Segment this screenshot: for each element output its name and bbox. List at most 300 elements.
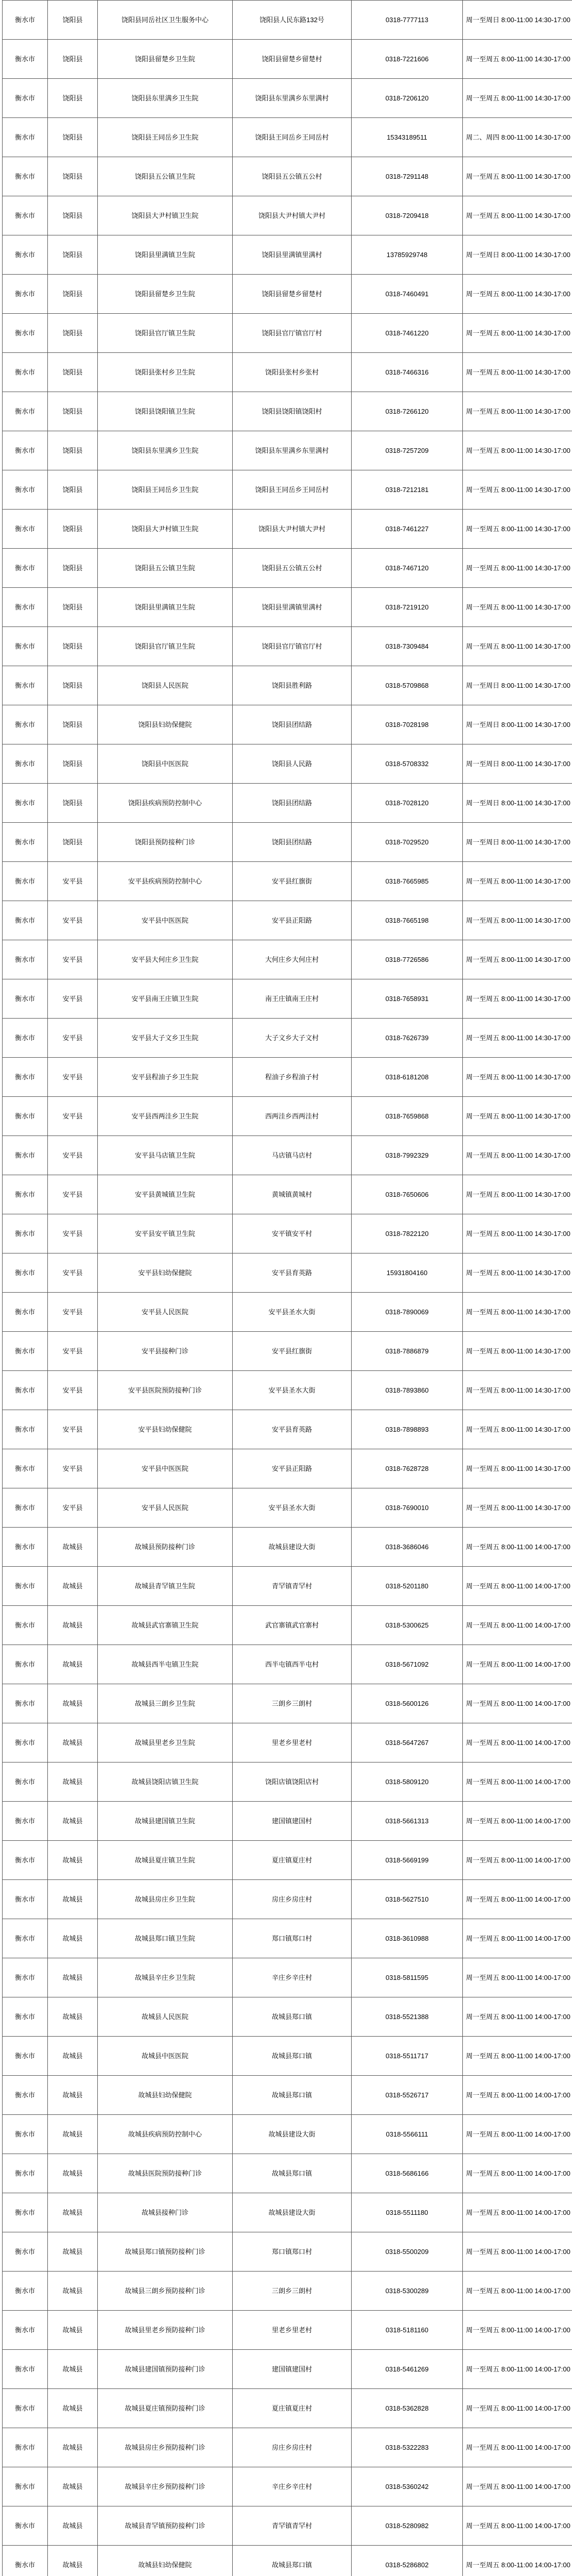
county-cell: 安平县 bbox=[48, 1214, 98, 1253]
table-row bbox=[3, 1606, 572, 1645]
county-cell: 饶阳县 bbox=[48, 627, 98, 666]
phone-cell: 0318-7665198 bbox=[352, 901, 463, 940]
table-row bbox=[3, 1762, 572, 1802]
site-name-cell: 安平县中医医院 bbox=[98, 1449, 233, 1488]
table-row bbox=[3, 1449, 572, 1488]
county-cell: 饶阳县 bbox=[48, 705, 98, 744]
site-name-cell: 安平县医院预防接种门诊 bbox=[98, 1371, 233, 1410]
address-cell: 饶阳县王同岳乡王同岳村 bbox=[233, 118, 352, 157]
table-row bbox=[3, 2546, 572, 2576]
address-cell: 黄城镇黄城村 bbox=[233, 1175, 352, 1214]
hours-cell: 周一至周五 8:00-11:00 14:30-17:00 bbox=[463, 431, 572, 470]
address-cell: 安平县圣水大街 bbox=[233, 1293, 352, 1332]
city-cell: 衡水市 bbox=[3, 1, 48, 40]
phone-cell: 0318-5181160 bbox=[352, 2311, 463, 2350]
hours-cell: 周一至周五 8:00-11:00 14:30-17:00 bbox=[463, 157, 572, 196]
city-cell: 衡水市 bbox=[3, 1919, 48, 1958]
address-cell: 武官寨镇武官寨村 bbox=[233, 1606, 352, 1645]
city-cell: 衡水市 bbox=[3, 2506, 48, 2546]
address-cell: 大何庄乡大何庄村 bbox=[233, 940, 352, 979]
phone-cell: 0318-6181208 bbox=[352, 1058, 463, 1097]
address-cell: 辛庄乡辛庄村 bbox=[233, 2467, 352, 2506]
city-cell: 衡水市 bbox=[3, 1253, 48, 1293]
city-cell: 衡水市 bbox=[3, 157, 48, 196]
table-row bbox=[3, 470, 572, 510]
phone-cell: 0318-5686166 bbox=[352, 2154, 463, 2193]
address-cell: 安平县红旗街 bbox=[233, 862, 352, 901]
address-cell: 饶阳县饶阳镇饶阳村 bbox=[233, 392, 352, 431]
address-cell: 里老乡里老村 bbox=[233, 2311, 352, 2350]
hours-cell: 周一至周日 8:00-11:00 14:30-17:00 bbox=[463, 823, 572, 862]
hours-cell: 周一至周五 8:00-11:00 14:00-17:00 bbox=[463, 2037, 572, 2076]
city-cell: 衡水市 bbox=[3, 588, 48, 627]
table-row bbox=[3, 784, 572, 823]
hours-cell: 周一至周五 8:00-11:00 14:30-17:00 bbox=[463, 940, 572, 979]
table-row bbox=[3, 862, 572, 901]
phone-cell: 0318-5500209 bbox=[352, 2232, 463, 2272]
table-row bbox=[3, 1332, 572, 1371]
address-cell: 饶阳县胜利路 bbox=[233, 666, 352, 705]
phone-cell: 0318-5300625 bbox=[352, 1606, 463, 1645]
hours-cell: 周一至周五 8:00-11:00 14:00-17:00 bbox=[463, 1528, 572, 1567]
site-name-cell: 故城县里老乡预防接种门诊 bbox=[98, 2311, 233, 2350]
city-cell: 衡水市 bbox=[3, 1175, 48, 1214]
table-row bbox=[3, 40, 572, 79]
site-name-cell: 故城县人民医院 bbox=[98, 1997, 233, 2037]
address-cell: 安平县育英路 bbox=[233, 1253, 352, 1293]
table-row bbox=[3, 275, 572, 314]
phone-cell: 0318-5360242 bbox=[352, 2467, 463, 2506]
hours-cell: 周一至周日 8:00-11:00 14:30-17:00 bbox=[463, 235, 572, 275]
address-cell: 安平县育英路 bbox=[233, 1410, 352, 1449]
county-cell: 安平县 bbox=[48, 1449, 98, 1488]
hours-cell: 周一至周五 8:00-11:00 14:00-17:00 bbox=[463, 1723, 572, 1762]
site-name-cell: 故城县里老乡卫生院 bbox=[98, 1723, 233, 1762]
table-row bbox=[3, 1919, 572, 1958]
city-cell: 衡水市 bbox=[3, 431, 48, 470]
site-name-cell: 故城县三朗乡预防接种门诊 bbox=[98, 2272, 233, 2311]
site-name-cell: 安平县程油子乡卫生院 bbox=[98, 1058, 233, 1097]
site-name-cell: 安平县安平镇卫生院 bbox=[98, 1214, 233, 1253]
city-cell: 衡水市 bbox=[3, 2350, 48, 2389]
table-row bbox=[3, 1841, 572, 1880]
city-cell: 衡水市 bbox=[3, 2076, 48, 2115]
site-name-cell: 故城县夏庄镇预防接种门诊 bbox=[98, 2389, 233, 2428]
hours-cell: 周一至周五 8:00-11:00 14:30-17:00 bbox=[463, 1253, 572, 1293]
table-row bbox=[3, 705, 572, 744]
county-cell: 故城县 bbox=[48, 1723, 98, 1762]
site-name-cell: 饶阳县留楚乡卫生院 bbox=[98, 40, 233, 79]
address-cell: 安平县正阳路 bbox=[233, 1449, 352, 1488]
county-cell: 饶阳县 bbox=[48, 744, 98, 784]
address-cell: 饶阳县里满镇里满村 bbox=[233, 235, 352, 275]
phone-cell: 0318-5669199 bbox=[352, 1841, 463, 1880]
phone-cell: 0318-5600126 bbox=[352, 1684, 463, 1723]
hours-cell: 周一至周五 8:00-11:00 14:30-17:00 bbox=[463, 1371, 572, 1410]
phone-cell: 0318-7992329 bbox=[352, 1136, 463, 1175]
city-cell: 衡水市 bbox=[3, 1645, 48, 1684]
address-cell: 青罕镇青罕村 bbox=[233, 2506, 352, 2546]
address-cell: 饶阳店镇饶阳店村 bbox=[233, 1762, 352, 1802]
county-cell: 故城县 bbox=[48, 1880, 98, 1919]
city-cell: 衡水市 bbox=[3, 666, 48, 705]
table-row bbox=[3, 235, 572, 275]
address-cell: 饶阳县官厅镇官厅村 bbox=[233, 314, 352, 353]
city-cell: 衡水市 bbox=[3, 2193, 48, 2232]
county-cell: 安平县 bbox=[48, 1488, 98, 1528]
table-row bbox=[3, 2193, 572, 2232]
phone-cell: 0318-5811595 bbox=[352, 1958, 463, 1997]
city-cell: 衡水市 bbox=[3, 1449, 48, 1488]
county-cell: 饶阳县 bbox=[48, 588, 98, 627]
table-row bbox=[3, 1371, 572, 1410]
city-cell: 衡水市 bbox=[3, 275, 48, 314]
phone-cell: 0318-7690010 bbox=[352, 1488, 463, 1528]
table-row bbox=[3, 1214, 572, 1253]
site-name-cell: 饶阳县王同岳乡卫生院 bbox=[98, 470, 233, 510]
city-cell: 衡水市 bbox=[3, 40, 48, 79]
table-row bbox=[3, 549, 572, 588]
city-cell: 衡水市 bbox=[3, 1097, 48, 1136]
city-cell: 衡水市 bbox=[3, 1880, 48, 1919]
table-row bbox=[3, 2076, 572, 2115]
table-row bbox=[3, 431, 572, 470]
phone-cell: 13785929748 bbox=[352, 235, 463, 275]
table-row bbox=[3, 1410, 572, 1449]
county-cell: 故城县 bbox=[48, 2546, 98, 2576]
site-name-cell: 故城县西半屯镇卫生院 bbox=[98, 1645, 233, 1684]
hours-cell: 周一至周日 8:00-11:00 14:30-17:00 bbox=[463, 784, 572, 823]
hours-cell: 周一至周五 8:00-11:00 14:30-17:00 bbox=[463, 1488, 572, 1528]
table-row bbox=[3, 2037, 572, 2076]
phone-cell: 0318-7628728 bbox=[352, 1449, 463, 1488]
city-cell: 衡水市 bbox=[3, 118, 48, 157]
county-cell: 安平县 bbox=[48, 1097, 98, 1136]
city-cell: 衡水市 bbox=[3, 2428, 48, 2467]
hours-cell: 周一至周五 8:00-11:00 14:30-17:00 bbox=[463, 1136, 572, 1175]
site-name-cell: 故城县青罕镇预防接种门诊 bbox=[98, 2506, 233, 2546]
address-cell: 故城县建设大街 bbox=[233, 1528, 352, 1567]
city-cell: 衡水市 bbox=[3, 1332, 48, 1371]
county-cell: 故城县 bbox=[48, 2467, 98, 2506]
hours-cell: 周一至周五 8:00-11:00 14:30-17:00 bbox=[463, 1293, 572, 1332]
city-cell: 衡水市 bbox=[3, 1802, 48, 1841]
hours-cell: 周一至周五 8:00-11:00 14:30-17:00 bbox=[463, 353, 572, 392]
phone-cell: 0318-5511180 bbox=[352, 2193, 463, 2232]
phone-cell: 0318-5809120 bbox=[352, 1762, 463, 1802]
hours-cell: 周一至周五 8:00-11:00 14:30-17:00 bbox=[463, 862, 572, 901]
table-row bbox=[3, 2389, 572, 2428]
table-row bbox=[3, 1880, 572, 1919]
hours-cell: 周一至周五 8:00-11:00 14:00-17:00 bbox=[463, 1802, 572, 1841]
county-cell: 安平县 bbox=[48, 1332, 98, 1371]
phone-cell: 15931804160 bbox=[352, 1253, 463, 1293]
table-row bbox=[3, 1058, 572, 1097]
county-cell: 故城县 bbox=[48, 1841, 98, 1880]
site-name-cell: 安平县黄城镇卫生院 bbox=[98, 1175, 233, 1214]
phone-cell: 0318-7029520 bbox=[352, 823, 463, 862]
phone-cell: 0318-7822120 bbox=[352, 1214, 463, 1253]
site-name-cell: 饶阳县官厅镇卫生院 bbox=[98, 627, 233, 666]
city-cell: 衡水市 bbox=[3, 1997, 48, 2037]
city-cell: 衡水市 bbox=[3, 705, 48, 744]
table-body bbox=[3, 1, 572, 2576]
county-cell: 故城县 bbox=[48, 2115, 98, 2154]
phone-cell: 0318-7659868 bbox=[352, 1097, 463, 1136]
phone-cell: 0318-7777113 bbox=[352, 1, 463, 40]
phone-cell: 0318-7893860 bbox=[352, 1371, 463, 1410]
city-cell: 衡水市 bbox=[3, 2037, 48, 2076]
address-cell: 南王庄镇南王庄村 bbox=[233, 979, 352, 1019]
hours-cell: 周一至周五 8:00-11:00 14:30-17:00 bbox=[463, 196, 572, 235]
site-name-cell: 故城县辛庄乡卫生院 bbox=[98, 1958, 233, 1997]
address-cell: 饶阳县五公镇五公村 bbox=[233, 549, 352, 588]
city-cell: 衡水市 bbox=[3, 901, 48, 940]
phone-cell: 15343189511 bbox=[352, 118, 463, 157]
site-name-cell: 饶阳县东里满乡卫生院 bbox=[98, 79, 233, 118]
county-cell: 饶阳县 bbox=[48, 470, 98, 510]
table-row bbox=[3, 157, 572, 196]
hours-cell: 周一至周五 8:00-11:00 14:30-17:00 bbox=[463, 79, 572, 118]
county-cell: 安平县 bbox=[48, 1019, 98, 1058]
hours-cell: 周一至周五 8:00-11:00 14:30-17:00 bbox=[463, 40, 572, 79]
address-cell: 郑口镇郑口村 bbox=[233, 1919, 352, 1958]
county-cell: 饶阳县 bbox=[48, 157, 98, 196]
site-name-cell: 饶阳县东里满乡卫生院 bbox=[98, 431, 233, 470]
phone-cell: 0318-5362828 bbox=[352, 2389, 463, 2428]
address-cell: 郑口镇郑口村 bbox=[233, 2232, 352, 2272]
city-cell: 衡水市 bbox=[3, 1723, 48, 1762]
table-row bbox=[3, 196, 572, 235]
phone-cell: 0318-7212181 bbox=[352, 470, 463, 510]
site-name-cell: 故城县武官寨镇卫生院 bbox=[98, 1606, 233, 1645]
hours-cell: 周一至周五 8:00-11:00 14:30-17:00 bbox=[463, 1175, 572, 1214]
site-name-cell: 安平县中医医院 bbox=[98, 901, 233, 940]
city-cell: 衡水市 bbox=[3, 2311, 48, 2350]
hours-cell: 周一至周五 8:00-11:00 14:00-17:00 bbox=[463, 1997, 572, 2037]
address-cell: 故城县郑口镇 bbox=[233, 2037, 352, 2076]
table-row bbox=[3, 2350, 572, 2389]
site-name-cell: 故城县中医医院 bbox=[98, 2037, 233, 2076]
city-cell: 衡水市 bbox=[3, 2467, 48, 2506]
table-row bbox=[3, 940, 572, 979]
hours-cell: 周一至周五 8:00-11:00 14:00-17:00 bbox=[463, 2506, 572, 2546]
city-cell: 衡水市 bbox=[3, 1293, 48, 1332]
county-cell: 饶阳县 bbox=[48, 666, 98, 705]
address-cell: 饶阳县里满镇里满村 bbox=[233, 588, 352, 627]
city-cell: 衡水市 bbox=[3, 1606, 48, 1645]
hours-cell: 周一至周五 8:00-11:00 14:00-17:00 bbox=[463, 1762, 572, 1802]
county-cell: 故城县 bbox=[48, 2272, 98, 2311]
county-cell: 饶阳县 bbox=[48, 1, 98, 40]
address-cell: 故城县郑口镇 bbox=[233, 2154, 352, 2193]
hours-cell: 周一至周五 8:00-11:00 14:00-17:00 bbox=[463, 2115, 572, 2154]
site-name-cell: 故城县医院预防接种门诊 bbox=[98, 2154, 233, 2193]
address-cell: 夏庄镇夏庄村 bbox=[233, 2389, 352, 2428]
address-cell: 安平镇安平村 bbox=[233, 1214, 352, 1253]
site-name-cell: 故城县妇幼保健院 bbox=[98, 2076, 233, 2115]
address-cell: 安平县圣水大街 bbox=[233, 1488, 352, 1528]
phone-cell: 0318-7460491 bbox=[352, 275, 463, 314]
city-cell: 衡水市 bbox=[3, 1762, 48, 1802]
hours-cell: 周一至周五 8:00-11:00 14:30-17:00 bbox=[463, 1332, 572, 1371]
site-name-cell: 安平县大子文乡卫生院 bbox=[98, 1019, 233, 1058]
site-name-cell: 故城县房庄乡卫生院 bbox=[98, 1880, 233, 1919]
site-name-cell: 安平县疾病预防控制中心 bbox=[98, 862, 233, 901]
hours-cell: 周一至周日 8:00-11:00 14:30-17:00 bbox=[463, 1, 572, 40]
site-name-cell: 饶阳县留楚乡卫生院 bbox=[98, 275, 233, 314]
address-cell: 程油子乡程油子村 bbox=[233, 1058, 352, 1097]
city-cell: 衡水市 bbox=[3, 1214, 48, 1253]
county-cell: 安平县 bbox=[48, 1058, 98, 1097]
phone-cell: 0318-5708332 bbox=[352, 744, 463, 784]
county-cell: 故城县 bbox=[48, 1802, 98, 1841]
county-cell: 安平县 bbox=[48, 1253, 98, 1293]
address-cell: 故城县建设大街 bbox=[233, 2193, 352, 2232]
address-cell: 故城县郑口镇 bbox=[233, 1997, 352, 2037]
city-cell: 衡水市 bbox=[3, 2389, 48, 2428]
address-cell: 饶阳县人民路 bbox=[233, 744, 352, 784]
table-row bbox=[3, 2506, 572, 2546]
address-cell: 安平县正阳路 bbox=[233, 901, 352, 940]
table-row bbox=[3, 588, 572, 627]
table-row bbox=[3, 2311, 572, 2350]
hours-cell: 周一至周五 8:00-11:00 14:00-17:00 bbox=[463, 2311, 572, 2350]
site-name-cell: 安平县妇幼保健院 bbox=[98, 1253, 233, 1293]
phone-cell: 0318-5511717 bbox=[352, 2037, 463, 2076]
table-row bbox=[3, 627, 572, 666]
hours-cell: 周一至周五 8:00-11:00 14:00-17:00 bbox=[463, 2467, 572, 2506]
county-cell: 饶阳县 bbox=[48, 549, 98, 588]
city-cell: 衡水市 bbox=[3, 1958, 48, 1997]
hours-cell: 周二、周四 8:00-11:00 14:30-17:00 bbox=[463, 118, 572, 157]
address-cell: 饶阳县团结路 bbox=[233, 705, 352, 744]
county-cell: 故城县 bbox=[48, 1606, 98, 1645]
county-cell: 故城县 bbox=[48, 1684, 98, 1723]
phone-cell: 0318-7467120 bbox=[352, 549, 463, 588]
table-row bbox=[3, 1958, 572, 1997]
site-name-cell: 故城县夏庄镇卫生院 bbox=[98, 1841, 233, 1880]
table-row bbox=[3, 1645, 572, 1684]
phone-cell: 0318-5300289 bbox=[352, 2272, 463, 2311]
site-name-cell: 安平县人民医院 bbox=[98, 1293, 233, 1332]
phone-cell: 0318-7028120 bbox=[352, 784, 463, 823]
phone-cell: 0318-5566111 bbox=[352, 2115, 463, 2154]
hours-cell: 周一至周五 8:00-11:00 14:00-17:00 bbox=[463, 2232, 572, 2272]
hours-cell: 周一至周五 8:00-11:00 14:00-17:00 bbox=[463, 2076, 572, 2115]
site-name-cell: 故城县三朗乡卫生院 bbox=[98, 1684, 233, 1723]
city-cell: 衡水市 bbox=[3, 2154, 48, 2193]
table-row bbox=[3, 823, 572, 862]
hours-cell: 周一至周五 8:00-11:00 14:00-17:00 bbox=[463, 1645, 572, 1684]
hours-cell: 周一至周五 8:00-11:00 14:30-17:00 bbox=[463, 901, 572, 940]
city-cell: 衡水市 bbox=[3, 1841, 48, 1880]
city-cell: 衡水市 bbox=[3, 1567, 48, 1606]
phone-cell: 0318-7650606 bbox=[352, 1175, 463, 1214]
vaccination-sites-table bbox=[2, 0, 572, 2576]
table-row bbox=[3, 1293, 572, 1332]
county-cell: 饶阳县 bbox=[48, 275, 98, 314]
address-cell: 饶阳县团结路 bbox=[233, 784, 352, 823]
phone-cell: 0318-5521388 bbox=[352, 1997, 463, 2037]
county-cell: 故城县 bbox=[48, 2193, 98, 2232]
county-cell: 安平县 bbox=[48, 901, 98, 940]
hours-cell: 周一至周五 8:00-11:00 14:30-17:00 bbox=[463, 1058, 572, 1097]
table-row bbox=[3, 979, 572, 1019]
address-cell: 故城县郑口镇 bbox=[233, 2076, 352, 2115]
site-name-cell: 饶阳县五公镇卫生院 bbox=[98, 549, 233, 588]
county-cell: 故城县 bbox=[48, 2037, 98, 2076]
site-name-cell: 饶阳县预防接种门诊 bbox=[98, 823, 233, 862]
table-row bbox=[3, 2428, 572, 2467]
site-name-cell: 饶阳县中医医院 bbox=[98, 744, 233, 784]
city-cell: 衡水市 bbox=[3, 1058, 48, 1097]
county-cell: 安平县 bbox=[48, 862, 98, 901]
table-row bbox=[3, 1, 572, 40]
city-cell: 衡水市 bbox=[3, 784, 48, 823]
county-cell: 饶阳县 bbox=[48, 823, 98, 862]
phone-cell: 0318-5627510 bbox=[352, 1880, 463, 1919]
hours-cell: 周一至周五 8:00-11:00 14:30-17:00 bbox=[463, 392, 572, 431]
address-cell: 西半屯镇西半屯村 bbox=[233, 1645, 352, 1684]
address-cell: 饶阳县张村乡张村 bbox=[233, 353, 352, 392]
table-row bbox=[3, 901, 572, 940]
phone-cell: 0318-7309484 bbox=[352, 627, 463, 666]
city-cell: 衡水市 bbox=[3, 314, 48, 353]
county-cell: 安平县 bbox=[48, 1371, 98, 1410]
table-row bbox=[3, 510, 572, 549]
hours-cell: 周一至周五 8:00-11:00 14:00-17:00 bbox=[463, 2428, 572, 2467]
phone-cell: 0318-7466316 bbox=[352, 353, 463, 392]
table-row bbox=[3, 1528, 572, 1567]
site-name-cell: 饶阳县人民医院 bbox=[98, 666, 233, 705]
phone-cell: 0318-5201180 bbox=[352, 1567, 463, 1606]
address-cell: 饶阳县王同岳乡王同岳村 bbox=[233, 470, 352, 510]
site-name-cell: 故城县预防接种门诊 bbox=[98, 1528, 233, 1567]
hours-cell: 周一至周五 8:00-11:00 14:30-17:00 bbox=[463, 588, 572, 627]
site-name-cell: 故城县建国镇卫生院 bbox=[98, 1802, 233, 1841]
site-name-cell: 饶阳县王同岳乡卫生院 bbox=[98, 118, 233, 157]
site-name-cell: 饶阳县同岳社区卫生服务中心 bbox=[98, 1, 233, 40]
address-cell: 饶阳县大尹村镇大尹村 bbox=[233, 510, 352, 549]
county-cell: 故城县 bbox=[48, 1567, 98, 1606]
address-cell: 三朗乡三朗村 bbox=[233, 2272, 352, 2311]
city-cell: 衡水市 bbox=[3, 392, 48, 431]
city-cell: 衡水市 bbox=[3, 1488, 48, 1528]
site-name-cell: 安平县马店镇卫生院 bbox=[98, 1136, 233, 1175]
table-row bbox=[3, 1175, 572, 1214]
address-cell: 饶阳县官厅镇官厅村 bbox=[233, 627, 352, 666]
site-name-cell: 饶阳县大尹村镇卫生院 bbox=[98, 510, 233, 549]
address-cell: 建国镇建国村 bbox=[233, 1802, 352, 1841]
site-name-cell: 故城县辛庄乡预防接种门诊 bbox=[98, 2467, 233, 2506]
hours-cell: 周一至周五 8:00-11:00 14:00-17:00 bbox=[463, 2546, 572, 2576]
site-name-cell: 故城县建国镇预防接种门诊 bbox=[98, 2350, 233, 2389]
city-cell: 衡水市 bbox=[3, 353, 48, 392]
city-cell: 衡水市 bbox=[3, 2115, 48, 2154]
phone-cell: 0318-5286802 bbox=[352, 2546, 463, 2576]
site-name-cell: 安平县南王庄镇卫生院 bbox=[98, 979, 233, 1019]
hours-cell: 周一至周五 8:00-11:00 14:00-17:00 bbox=[463, 2350, 572, 2389]
address-cell: 辛庄乡辛庄村 bbox=[233, 1958, 352, 1997]
phone-cell: 0318-7257209 bbox=[352, 431, 463, 470]
county-cell: 饶阳县 bbox=[48, 784, 98, 823]
county-cell: 安平县 bbox=[48, 1136, 98, 1175]
city-cell: 衡水市 bbox=[3, 979, 48, 1019]
address-cell: 青罕镇青罕村 bbox=[233, 1567, 352, 1606]
city-cell: 衡水市 bbox=[3, 2546, 48, 2576]
phone-cell: 0318-5709868 bbox=[352, 666, 463, 705]
